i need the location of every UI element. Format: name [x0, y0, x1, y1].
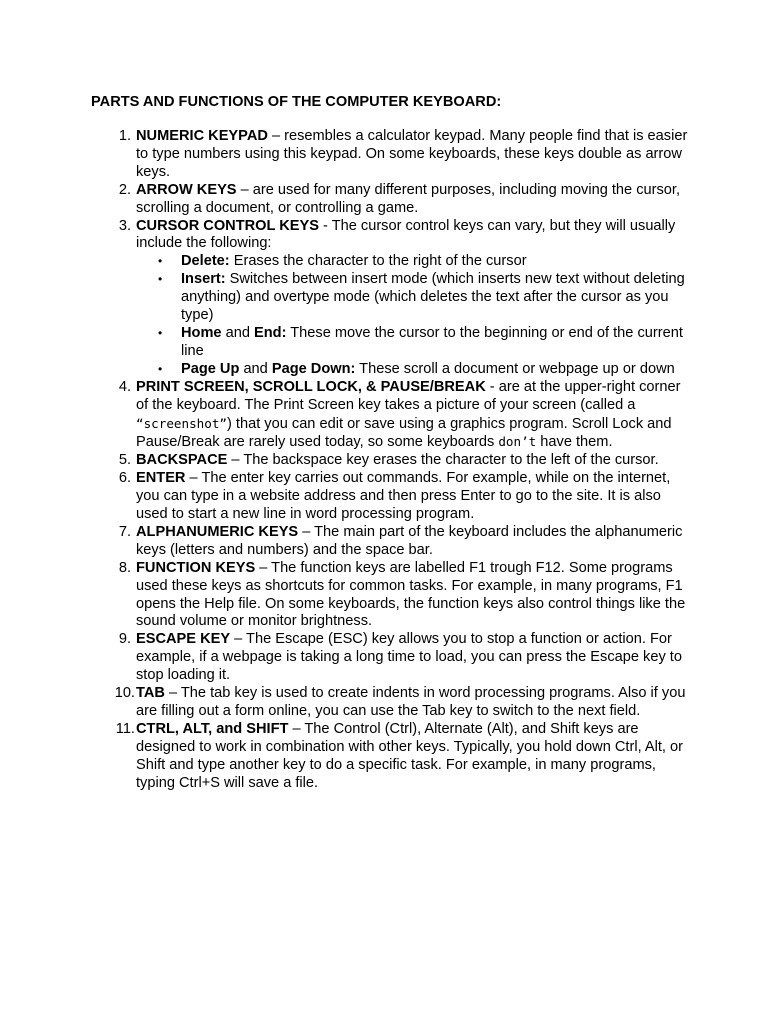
item-term: ESCAPE KEY [136, 631, 231, 648]
sub-item-description: These scroll a document or webpage up or down [355, 360, 675, 377]
list-item [0, 182, 768, 218]
sub-item-joiner: and [239, 360, 272, 377]
sub-item-joiner: and [221, 324, 255, 341]
item-term: CURSOR CONTROL KEYS [136, 217, 319, 234]
bullet-icon: • [158, 272, 163, 287]
item-separator: – [288, 720, 305, 737]
item-separator: – [164, 685, 181, 702]
item-term: CTRL, ALT, and SHIFT [136, 720, 289, 737]
sub-item-term: Insert: [181, 271, 226, 288]
item-number: 3. [118, 217, 131, 234]
list-item [0, 379, 768, 453]
item-separator: – [298, 523, 315, 540]
list-item [0, 452, 768, 470]
item-separator: – [236, 181, 253, 198]
item-number: 5. [118, 452, 131, 469]
item-description-part-c: have them. [536, 434, 613, 451]
item-description-part-a: are at the upper-right corner of the keyboard. The Print Screen key takes a picture of your screen (called a [136, 378, 681, 413]
item-description: The main part of the keyboard includes the alphanumeric keys (letters and numbers) and the space bar. [136, 523, 683, 558]
sub-list-item [136, 253, 688, 271]
list-item [0, 128, 768, 182]
bullet-icon: • [158, 361, 163, 376]
item-description-part-b: ) that you can edit or save using a graphics program. Scroll Lock and Pause/Break are rarely used today, so some keyboards [136, 415, 672, 451]
page-title: PARTS AND FUNCTIONS OF THE COMPUTER KEYBOARD: [91, 94, 502, 110]
item-number: 7. [118, 523, 131, 540]
item-number: 1. [118, 128, 131, 144]
list-item [0, 560, 768, 632]
bullet-icon: • [158, 254, 163, 269]
item-separator: – [230, 631, 247, 648]
cursor-keys-sublist [136, 253, 688, 378]
item-separator: - [318, 217, 332, 234]
item-term: FUNCTION KEYS [136, 559, 256, 576]
item-term: PRINT SCREEN, SCROLL LOCK, & PAUSE/BREAK [136, 378, 486, 395]
item-separator: – [267, 128, 285, 144]
item-separator: - [485, 378, 499, 395]
item-number: 10. [114, 685, 135, 702]
item-number: 6. [118, 470, 131, 487]
bullet-icon: • [158, 325, 163, 340]
dont-word: don’t [498, 434, 537, 450]
list-item [0, 721, 768, 793]
sub-item-description: These move the cursor to the beginning or end of the current line [181, 324, 683, 359]
item-separator: – [255, 559, 272, 576]
item-description: are used for many different purposes, including moving the cursor, scrolling a document, or controlling a game. [136, 181, 681, 216]
item-number: 4. [118, 378, 131, 395]
sub-item-term: Delete: [181, 253, 230, 270]
item-number: 9. [118, 631, 131, 648]
sub-item-term-2: Page Down: [271, 360, 356, 377]
sub-item-term: Home [181, 324, 222, 341]
item-description: The cursor control keys can vary, but they will usually include the following: [136, 217, 676, 252]
sub-item-description: Switches between insert mode (which inserts new text without deleting anything) and overtype mode (which deletes the text after the cursor as you type) [181, 271, 685, 324]
list-item [0, 524, 768, 560]
item-description: The function keys are labelled F1 trough F12. Some programs used these keys as shortcuts for common tasks. For example, in many programs, F1 opens the Help file. On some keyboards, the function keys also control things like the sound volume or monitor brightness. [136, 559, 686, 630]
item-number: 2. [118, 181, 131, 198]
sub-list-item [136, 361, 688, 379]
sub-item-term: Page Up [181, 360, 240, 377]
item-description: The tab key is used to create indents in word processing programs. Also if you are filling out a form online, you can use the Tab key to switch to the next field. [136, 685, 686, 719]
item-description: resembles a calculator keypad. Many people find that is easier to type numbers using this keypad. On some keyboards, these keys double as arrow keys. [136, 128, 688, 180]
item-separator: – [227, 452, 244, 469]
item-number: 8. [118, 559, 131, 576]
item-term: ARROW KEYS [136, 181, 237, 198]
sub-list-item [136, 325, 688, 361]
list-item [0, 218, 768, 379]
sub-list-item [136, 271, 688, 325]
item-term: ALPHANUMERIC KEYS [136, 523, 299, 540]
item-description: The enter key carries out commands. For example, while on the internet, you can type in a website address and then press Enter to go to the site. It is also used to start a new line in word processing program. [136, 470, 671, 523]
item-term: BACKSPACE [136, 452, 228, 469]
item-term: NUMERIC KEYPAD [136, 128, 268, 144]
item-term: ENTER [136, 470, 186, 487]
item-term: TAB [136, 685, 165, 702]
list-item [0, 685, 768, 721]
item-separator: – [185, 470, 202, 487]
sub-item-description: Erases the character to the right of the cursor [229, 253, 527, 270]
item-description: The Escape (ESC) key allows you to stop a function or action. For example, if a webpage is taking a long time to load, you can press the Escape key to stop loading it. [136, 631, 682, 684]
item-number: 11. [115, 720, 135, 737]
keyboard-parts-list [0, 128, 768, 793]
item-description: The Control (Ctrl), Alternate (Alt), and Shift keys are designed to work in combination with other keys. Typically, you hold down Ctrl, Alt, or Shift and type another key to do a specific task. For example, in many programs, typing Ctrl+S will save a file. [136, 720, 683, 791]
list-item [0, 470, 768, 524]
list-item [0, 631, 768, 685]
item-description: The backspace key erases the character to the left of the cursor. [243, 452, 659, 469]
screenshot-quote: “screenshot” [136, 415, 227, 431]
sub-item-term-2: End: [254, 324, 287, 341]
